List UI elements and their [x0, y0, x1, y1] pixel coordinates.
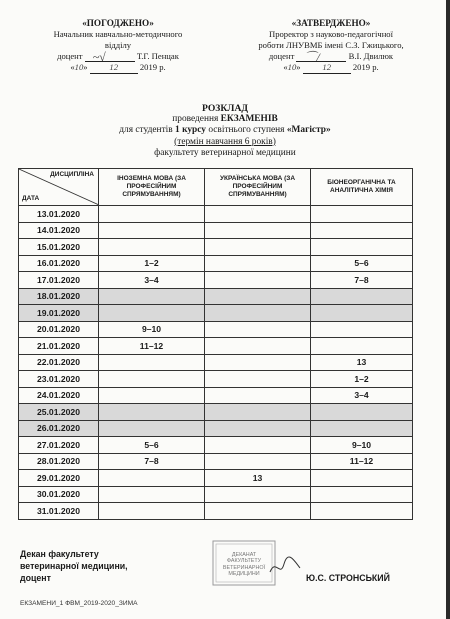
study-duration: (термін навчання 6 років)	[174, 136, 276, 147]
table-row-weekend	[19, 288, 413, 305]
date-cell: 28.01.2020	[19, 453, 99, 470]
table-row	[19, 255, 413, 272]
table-row	[19, 503, 413, 520]
group-cell	[99, 222, 205, 239]
date-cell: 26.01.2020	[19, 420, 99, 437]
group-cell	[205, 206, 311, 223]
group-cell	[99, 387, 205, 404]
group-cell	[205, 288, 311, 305]
group-cell: 13	[205, 470, 311, 487]
date-cell: 21.01.2020	[19, 338, 99, 355]
group-cell	[311, 222, 413, 239]
approval-position: відділу	[104, 40, 132, 50]
group-cell	[205, 321, 311, 338]
title-course: 1 курсу	[175, 125, 206, 136]
table-row	[19, 470, 413, 487]
group-cell	[311, 288, 413, 305]
approval-heading: «ЗАТВЕРДЖЕНО»	[291, 18, 371, 28]
date-cell: 18.01.2020	[19, 288, 99, 305]
group-cell	[311, 420, 413, 437]
date-day: 10	[74, 62, 84, 72]
table-row	[19, 371, 413, 388]
approval-role: доцент	[268, 51, 295, 61]
group-cell	[99, 239, 205, 256]
corner-label-discipline: ДИСЦИПЛІНА	[50, 171, 94, 178]
handwritten-signature: ~√	[92, 50, 106, 64]
date-cell: 29.01.2020	[19, 470, 99, 487]
group-cell	[99, 486, 205, 503]
title-text: для студентів	[119, 125, 173, 136]
group-cell	[205, 503, 311, 520]
approval-position: Начальник навчально-методичного	[53, 29, 183, 39]
group-cell: 5–6	[311, 255, 413, 272]
dean-faculty: ветеринарної медицини,	[20, 561, 128, 571]
date-cell: 20.01.2020	[19, 321, 99, 338]
approval-block-right	[226, 18, 436, 74]
group-cell	[311, 503, 413, 520]
approval-date: «10» 12 2019 р.	[70, 62, 166, 72]
group-cell	[311, 239, 413, 256]
table-row	[19, 206, 413, 223]
group-cell	[99, 305, 205, 322]
date-year: 2019 р.	[139, 62, 166, 72]
group-cell: 11–12	[99, 338, 205, 355]
date-cell: 17.01.2020	[19, 272, 99, 289]
table-row	[19, 222, 413, 239]
table-row	[19, 239, 413, 256]
group-cell	[311, 470, 413, 487]
group-cell: 11–12	[311, 453, 413, 470]
date-year: 2019 р.	[352, 62, 379, 72]
group-cell	[205, 305, 311, 322]
dean-name: Ю.С. СТРОНСЬКИЙ	[306, 573, 390, 583]
group-cell: 3–4	[99, 272, 205, 289]
table-row	[19, 272, 413, 289]
group-cell	[99, 288, 205, 305]
column-header: ІНОЗЕМНА МОВА (ЗА ПРОФЕСІЙНИМ СПРЯМУВАННЯМ)	[99, 169, 205, 206]
group-cell: 13	[311, 354, 413, 371]
table-row	[19, 453, 413, 470]
group-cell	[205, 404, 311, 421]
approval-date: «10» 12 2019 р.	[283, 62, 379, 72]
group-cell	[99, 404, 205, 421]
group-cell	[99, 371, 205, 388]
table-row	[19, 354, 413, 371]
date-cell: 14.01.2020	[19, 222, 99, 239]
table-row-weekend	[19, 404, 413, 421]
date-cell: 23.01.2020	[19, 371, 99, 388]
date-cell: 25.01.2020	[19, 404, 99, 421]
document-title: РОЗКЛАД	[202, 103, 248, 114]
date-cell: 13.01.2020	[19, 206, 99, 223]
dean-signature-block	[20, 548, 128, 584]
group-cell	[99, 420, 205, 437]
group-cell: 7–8	[99, 453, 205, 470]
column-header: БІОНЕОРГАНІЧНА ТА АНАЛІТИЧНА ХІМІЯ	[311, 169, 413, 206]
faculty-name: факультету ветеринарної медицини	[154, 147, 296, 158]
date-cell: 27.01.2020	[19, 437, 99, 454]
column-header: УКРАЇНСЬКА МОВА (ЗА ПРОФЕСІЙНИМ СПРЯМУВАННЯМ)	[205, 169, 311, 206]
group-cell	[311, 338, 413, 355]
title-degree: «Магістр»	[286, 125, 331, 136]
title-line-2	[0, 114, 450, 125]
group-cell: 5–6	[99, 437, 205, 454]
approval-role: доцент	[57, 51, 83, 61]
stamp-text: ДЕКАНАТ ФАКУЛЬТЕТУ ВЕТЕРИНАРНОЇ МЕДИЦИНИ	[222, 552, 266, 578]
date-cell: 16.01.2020	[19, 255, 99, 272]
title-exams: ЕКЗАМЕНІВ	[220, 114, 278, 125]
table-row	[19, 486, 413, 503]
document-code: ЕКЗАМЕНИ_1 ФВМ_2019-2020_ЗИМА	[20, 600, 138, 607]
group-cell	[311, 321, 413, 338]
group-cell	[99, 206, 205, 223]
group-cell	[205, 338, 311, 355]
date-cell: 31.01.2020	[19, 503, 99, 520]
table-row	[19, 321, 413, 338]
table-row	[19, 387, 413, 404]
group-cell	[205, 387, 311, 404]
title-text: проведення	[172, 114, 219, 125]
dean-role: доцент	[20, 573, 51, 583]
group-cell	[205, 239, 311, 256]
group-cell: 1–2	[311, 371, 413, 388]
approval-name: Т.Г. Пенцак	[136, 51, 179, 61]
dean-handwritten-signature	[268, 556, 302, 578]
signature-line	[85, 50, 135, 64]
date-cell: 22.01.2020	[19, 354, 99, 371]
approval-position: роботи ЛНУВМБ імені С.З. Гжицького,	[258, 40, 404, 50]
date-cell: 15.01.2020	[19, 239, 99, 256]
signature-line	[296, 50, 346, 64]
table-row	[19, 437, 413, 454]
date-cell: 30.01.2020	[19, 486, 99, 503]
group-cell	[205, 272, 311, 289]
group-cell	[311, 486, 413, 503]
date-cell: 24.01.2020	[19, 387, 99, 404]
date-day: 10	[287, 62, 297, 72]
group-cell: 3–4	[311, 387, 413, 404]
group-cell	[99, 503, 205, 520]
group-cell	[205, 420, 311, 437]
group-cell	[205, 255, 311, 272]
group-cell	[205, 453, 311, 470]
group-cell	[205, 437, 311, 454]
group-cell	[311, 206, 413, 223]
document-title-block	[0, 103, 450, 159]
approval-name: В.І. Двилюк	[348, 51, 394, 61]
date-cell: 19.01.2020	[19, 305, 99, 322]
approval-heading: «ПОГОДЖЕНО»	[82, 18, 154, 28]
date-month: 12	[322, 62, 331, 72]
title-text: освітнього ступеня	[208, 125, 285, 136]
table-row-weekend	[19, 420, 413, 437]
group-cell	[311, 305, 413, 322]
approval-signature-line	[226, 51, 436, 62]
approval-signature-line	[18, 51, 218, 62]
approval-block-left	[18, 18, 218, 74]
table-row	[19, 338, 413, 355]
group-cell: 7–8	[311, 272, 413, 289]
approval-position: Проректор з науково-педагогічної	[269, 29, 393, 39]
group-cell	[205, 371, 311, 388]
page-edge	[446, 0, 450, 619]
title-line-3	[0, 125, 450, 136]
group-cell	[205, 354, 311, 371]
dean-title: Декан факультету	[20, 549, 99, 559]
group-cell	[205, 222, 311, 239]
corner-label-date: ДАТА	[22, 195, 40, 202]
table-row-weekend	[19, 305, 413, 322]
group-cell: 9–10	[311, 437, 413, 454]
group-cell	[205, 486, 311, 503]
group-cell	[311, 404, 413, 421]
handwritten-signature: ⌒/	[304, 50, 320, 64]
group-cell: 9–10	[99, 321, 205, 338]
group-cell	[99, 354, 205, 371]
date-month: 12	[109, 62, 118, 72]
exam-schedule-table	[18, 168, 413, 520]
table-header-row	[19, 169, 413, 206]
group-cell: 1–2	[99, 255, 205, 272]
table-corner-cell	[19, 169, 99, 206]
group-cell	[99, 470, 205, 487]
